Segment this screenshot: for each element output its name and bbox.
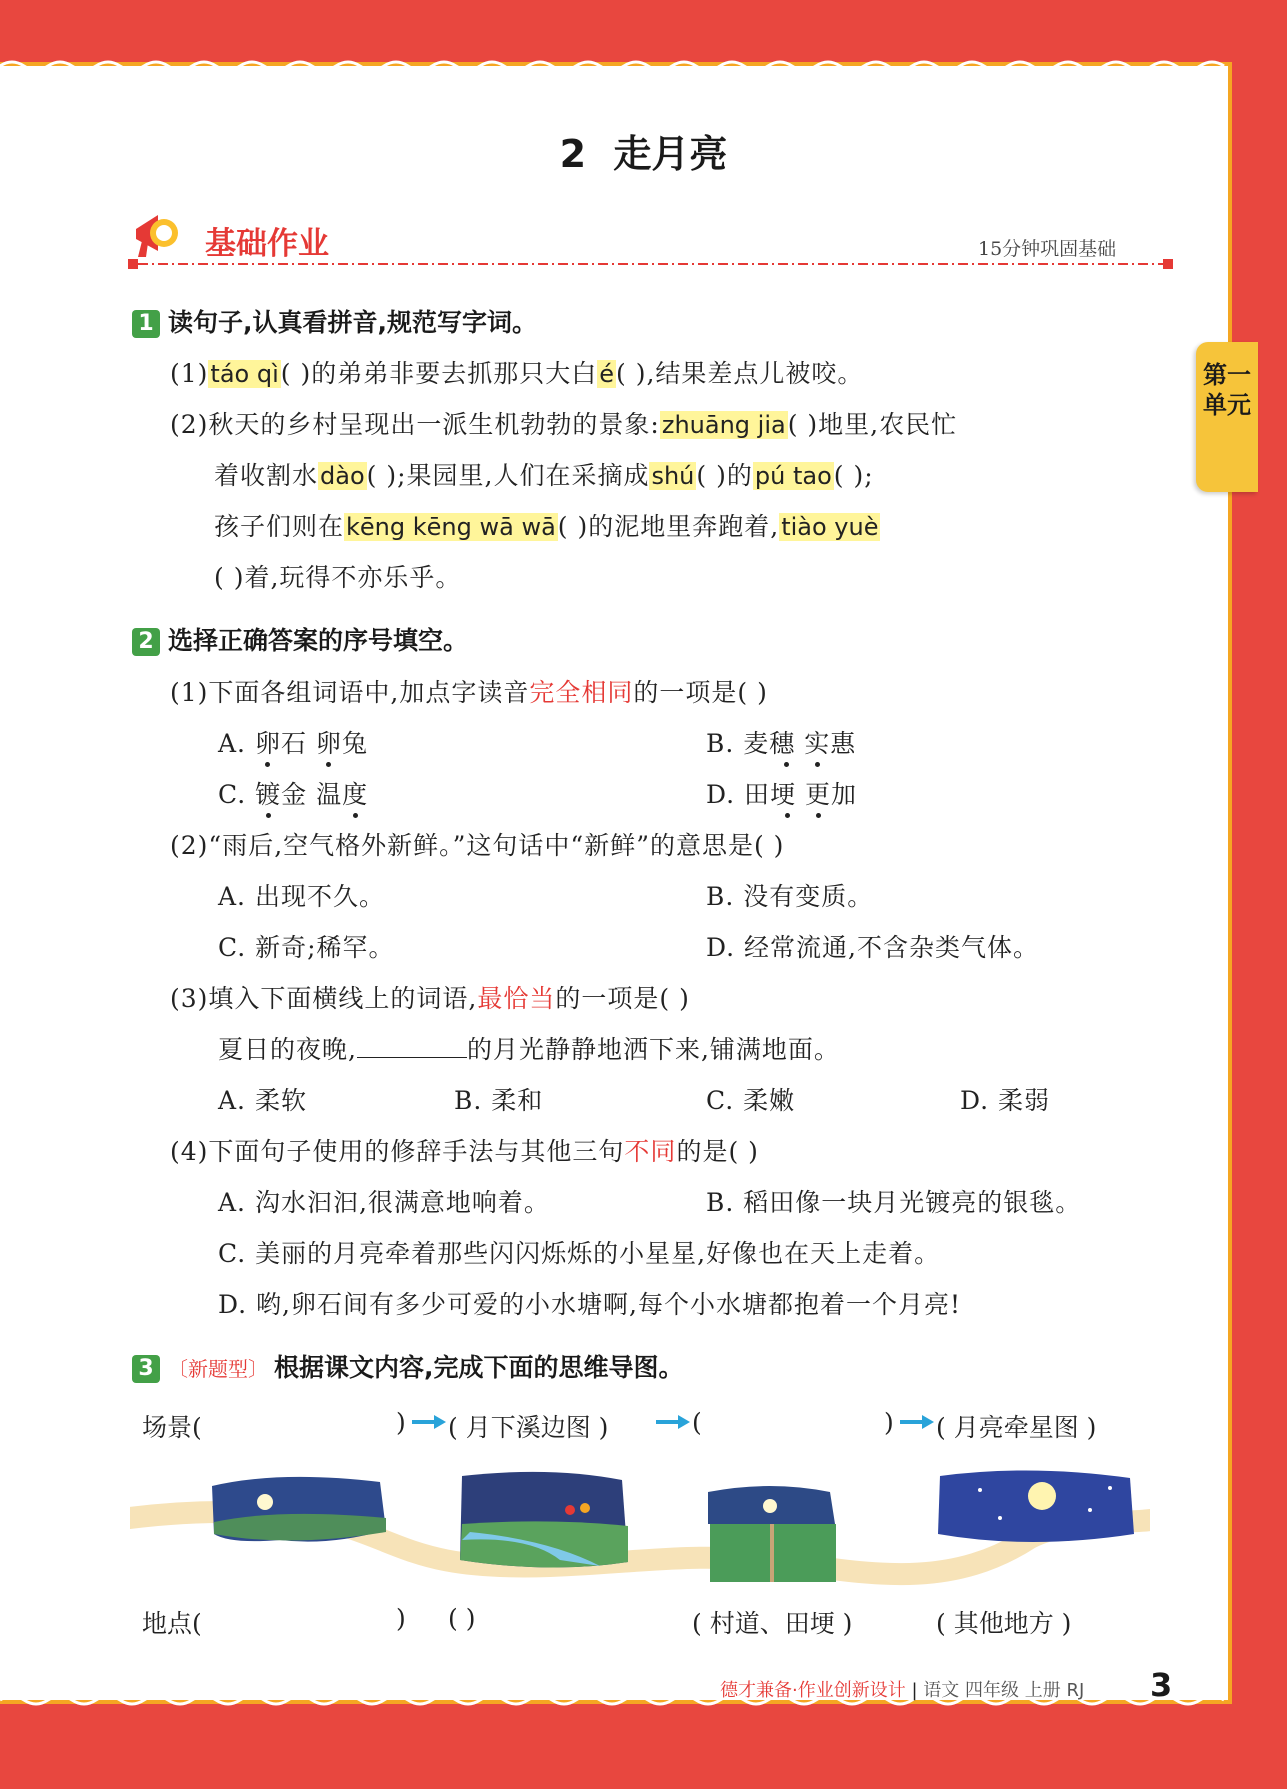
q2-2-option-c[interactable]: C. 新奇;稀罕。 — [218, 933, 395, 962]
q1-heading: 1 读句子,认真看拼音,规范写字词。 — [132, 303, 537, 339]
q1-line-4: 孩子们则在kēng kēng wā wā( )的泥地里奔跑着,tiào yuè — [214, 512, 879, 541]
q2-2-option-d[interactable]: D. 经常流通,不含杂类气体。 — [706, 933, 1039, 962]
q1-line-3: 着收割水dào( );果园里,人们在采摘成shú( )的pú tao( ); — [214, 461, 874, 490]
q2-3-option-a[interactable]: A. 柔软 — [218, 1086, 307, 1115]
moon-stars-picture — [938, 1470, 1134, 1542]
footer-brand: 德才兼备·作业创新设计 — [720, 1680, 906, 1701]
pinyin: é — [599, 360, 614, 388]
q1-line-1: (1)táo qì( )的弟弟非要去抓那只大白é( ),结果差点儿被咬。 — [170, 359, 864, 388]
pinyin: tiào yuè — [781, 513, 879, 541]
q2-4-option-c[interactable]: C. 美丽的月亮牵着那些闪闪烁烁的小星星,好像也在天上走着。 — [218, 1239, 941, 1268]
place-1-close: ) — [396, 1604, 406, 1633]
unit-tab: 第一单元 — [1196, 342, 1258, 492]
q2-number: 2 — [132, 628, 160, 656]
pinyin: kēng kēng wā wā — [346, 513, 556, 541]
q2-1-option-a[interactable]: A. 卵石 卵兔 — [218, 729, 368, 758]
q2-4-option-a[interactable]: A. 沟水汩汩,很满意地响着。 — [218, 1188, 550, 1217]
scene-3-close: ) — [884, 1408, 894, 1437]
megaphone-icon — [128, 205, 184, 261]
mindmap-illustration — [130, 1470, 1150, 1600]
q2-3-option-d[interactable]: D. 柔弱 — [960, 1086, 1051, 1115]
q2-2-option-a[interactable]: A. 出现不久。 — [218, 882, 385, 911]
footer — [720, 1676, 1084, 1702]
q2-3-option-b[interactable]: B. 柔和 — [454, 1086, 544, 1115]
q2-1-option-d[interactable]: D. 田埂 更加 — [706, 780, 858, 809]
q2-4-option-d[interactable]: D. 哟,卵石间有多少可爱的小水塘啊,每个小水塘都抱着一个月亮! — [218, 1290, 961, 1319]
answer-blank[interactable] — [357, 1035, 467, 1058]
scene-label: 场景( — [142, 1413, 202, 1442]
q1-line-2: (2)秋天的乡村呈现出一派生机勃勃的景象:zhuāng jia( )地里,农民忙 — [170, 410, 958, 439]
moon-stream-picture — [460, 1472, 628, 1568]
q2-heading: 2 选择正确答案的序号填空。 — [132, 621, 468, 657]
footer-separator: | — [911, 1680, 918, 1701]
q2-3-sentence: 夏日的夜晚, 的月光静静地洒下来,铺满地面。 — [218, 1035, 840, 1064]
pinyin: táo qì — [210, 360, 279, 388]
scene-2: ( 月下溪边图 ) — [448, 1413, 609, 1442]
q2-sub-1: (1)下面各组词语中,加点字读音完全相同的一项是( ) — [170, 678, 768, 707]
section-divider — [128, 258, 1173, 270]
arrow-right-icon — [412, 1414, 448, 1430]
page-number: 3 — [1150, 1666, 1173, 1704]
q2-3-option-c[interactable]: C. 柔嫩 — [706, 1086, 796, 1115]
pinyin: shú — [651, 462, 695, 490]
pinyin: dào — [320, 462, 365, 490]
place-4: ( 其他地方 ) — [936, 1609, 1072, 1638]
q2-sub-2: (2)“雨后,空气格外新鲜。”这句话中“新鲜”的意思是( ) — [170, 831, 785, 860]
q3-heading: 3 〔新题型〕 根据课文内容,完成下面的思维导图。 — [132, 1348, 684, 1384]
village-field-picture — [708, 1486, 836, 1582]
q2-4-option-b[interactable]: B. 稻田像一块月光镀亮的银毯。 — [706, 1188, 1082, 1217]
q3-number: 3 — [132, 1355, 160, 1383]
section-subtitle: 15分钟巩固基础 — [978, 238, 1117, 260]
pinyin: zhuāng jia — [661, 411, 786, 439]
moonlit-river-picture — [212, 1477, 386, 1542]
q2-2-option-b[interactable]: B. 没有变质。 — [706, 882, 874, 911]
section-title: 基础作业 — [205, 226, 329, 262]
lesson-title: 2 走月亮 — [559, 132, 728, 176]
q2-1-option-b[interactable]: B. 麦穗 实惠 — [706, 729, 857, 758]
q2-1-option-c[interactable]: C. 镀金 温度 — [218, 780, 369, 809]
new-type-tag: 〔新题型〕 — [168, 1357, 268, 1381]
place-3: ( 村道、田埂 ) — [692, 1609, 853, 1638]
scene-1-close: ) — [396, 1408, 406, 1437]
pinyin: pú tao — [754, 462, 832, 490]
place-2: ( ) — [448, 1604, 476, 1633]
scene-3-open: ( — [692, 1408, 702, 1437]
q2-sub-3: (3)填入下面横线上的词语,最恰当的一项是( ) — [170, 984, 690, 1013]
q1-number: 1 — [132, 310, 160, 338]
scene-4: ( 月亮牵星图 ) — [936, 1413, 1097, 1442]
place-label: 地点( — [142, 1609, 202, 1638]
arrow-right-icon — [656, 1414, 692, 1430]
arrow-right-icon — [900, 1414, 936, 1430]
q2-sub-4: (4)下面句子使用的修辞手法与其他三句不同的是( ) — [170, 1137, 759, 1166]
footer-info: 语文 四年级 上册 RJ — [923, 1680, 1085, 1701]
q1-line-5: ( )着,玩得不亦乐乎。 — [214, 563, 462, 592]
